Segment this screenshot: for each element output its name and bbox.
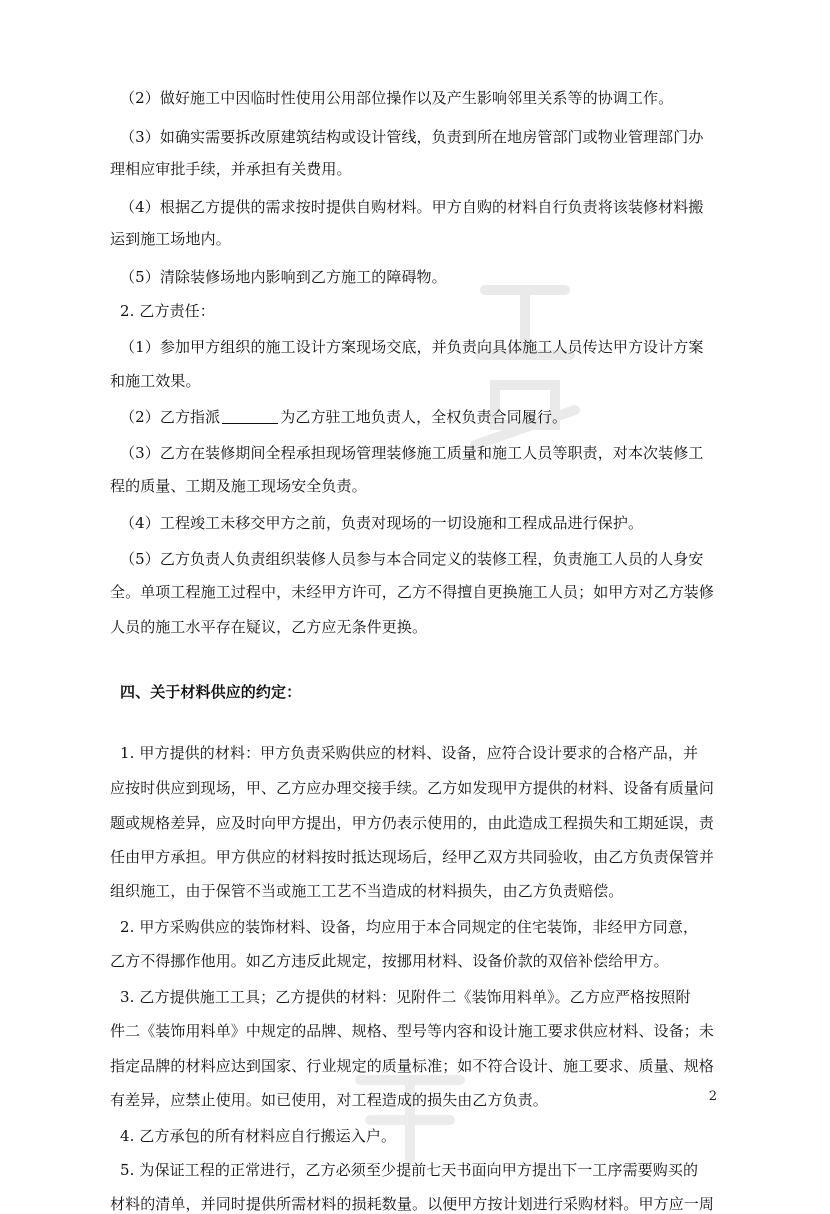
text-line: 3. 乙方提供施工工具；乙方提供的材料：见附件二《装饰用料单》。乙方应严格按照附: [120, 988, 691, 1006]
watermark-icon: [455, 260, 595, 460]
text-line: 题或规格差异，应及时向甲方提出，甲方仍表示使用的，由此造成工程损失和工期延误，责: [110, 814, 715, 832]
text-line: 应按时供应到现场，甲、乙方应办理交接手续。乙方如发现甲方提供的材料、设备有质量问: [110, 779, 715, 797]
text-fragment: （2）乙方指派: [120, 408, 221, 426]
text-line: 乙方不得挪作他用。如乙方违反此规定，按挪用材料、设备价款的双倍补偿给甲方。: [110, 952, 669, 970]
text-line: 人员的施工水平存在疑议，乙方应无条件更换。: [110, 618, 428, 636]
text-fragment: 为乙方驻工地负责人，全权负责合同履行。: [280, 408, 568, 426]
text-line: 2. 甲方采购供应的装饰材料、设备，均应用于本合同规定的住宅装饰，非经甲方同意，: [120, 918, 699, 936]
text-line: 任由甲方承担。甲方供应的材料按时抵达现场后，经甲乙双方共同验收，由乙方负责保管并: [110, 848, 715, 866]
page-number: 2: [708, 1089, 717, 1104]
text-line: （5）清除装修场地内影响到乙方施工的障碍物。: [120, 268, 447, 286]
text-line: （5）乙方负责人负责组织装修人员参与本合同定义的装修工程，负责施工人员的人身安: [120, 550, 704, 568]
text-line: 理相应审批手续，并承担有关费用。: [110, 160, 352, 178]
text-line: （3）如确实需要拆改原建筑结构或设计管线，负责到所在地房管部门或物业管理部门办: [120, 128, 704, 146]
text-line: 4. 乙方承包的所有材料应自行搬运入户。: [120, 1127, 397, 1145]
text-line: 材料的清单，并同时提供所需材料的损耗数量。以便甲方按计划进行采购材料。甲方应一周: [110, 1195, 715, 1213]
text-line: （3）乙方在装修期间全程承担现场管理装修施工质量和施工人员等职责，对本次装修工: [120, 444, 704, 462]
text-line: （4）工程竣工未移交甲方之前，负责对现场的一切设施和工程成品进行保护。: [120, 514, 644, 532]
text-line: 程的质量、工期及施工现场安全负责。: [110, 477, 367, 495]
text-line: [120, 407, 567, 427]
text-line: 有差异，应禁止使用。如已使用，对工程造成的损失由乙方负责。: [110, 1091, 548, 1109]
text-line: 和施工效果。: [110, 372, 201, 390]
text-line: 运到施工场地内。: [110, 230, 231, 248]
section-heading: 四、关于材料供应的约定：: [120, 683, 302, 701]
text-line: （1）参加甲方组织的施工设计方案现场交底，并负责向具体施工人员传达甲方设计方案: [120, 338, 704, 356]
text-line: （4）根据乙方提供的需求按时提供自购材料。甲方自购的材料自行负责将该装修材料搬: [120, 198, 704, 216]
text-line: 全。单项工程施工过程中，未经甲方许可，乙方不得擅自更换施工人员；如甲方对乙方装修: [110, 583, 715, 601]
fill-in-blank: [222, 409, 278, 424]
text-line: 件二《装饰用料单》中规定的品牌、规格、型号等内容和设计施工要求供应材料、设备；未: [110, 1022, 715, 1040]
text-line: 1. 甲方提供的材料：甲方负责采购供应的材料、设备，应符合设计要求的合格产品，并: [120, 744, 699, 762]
text-line: （2）做好施工中因临时性使用公用部位操作以及产生影响邻里关系等的协调工作。: [120, 89, 674, 107]
text-line: 组织施工，由于保管不当或施工工艺不当造成的材料损失，由乙方负责赔偿。: [110, 882, 624, 900]
text-line: 2. 乙方责任：: [120, 302, 215, 320]
text-line: 5. 为保证工程的正常进行，乙方必须至少提前七天书面向甲方提出下一工序需要购买的: [120, 1161, 699, 1179]
text-line: 指定品牌的材料应达到国家、行业规定的质量标准；如不符合设计、施工要求、质量、规格: [110, 1057, 715, 1075]
